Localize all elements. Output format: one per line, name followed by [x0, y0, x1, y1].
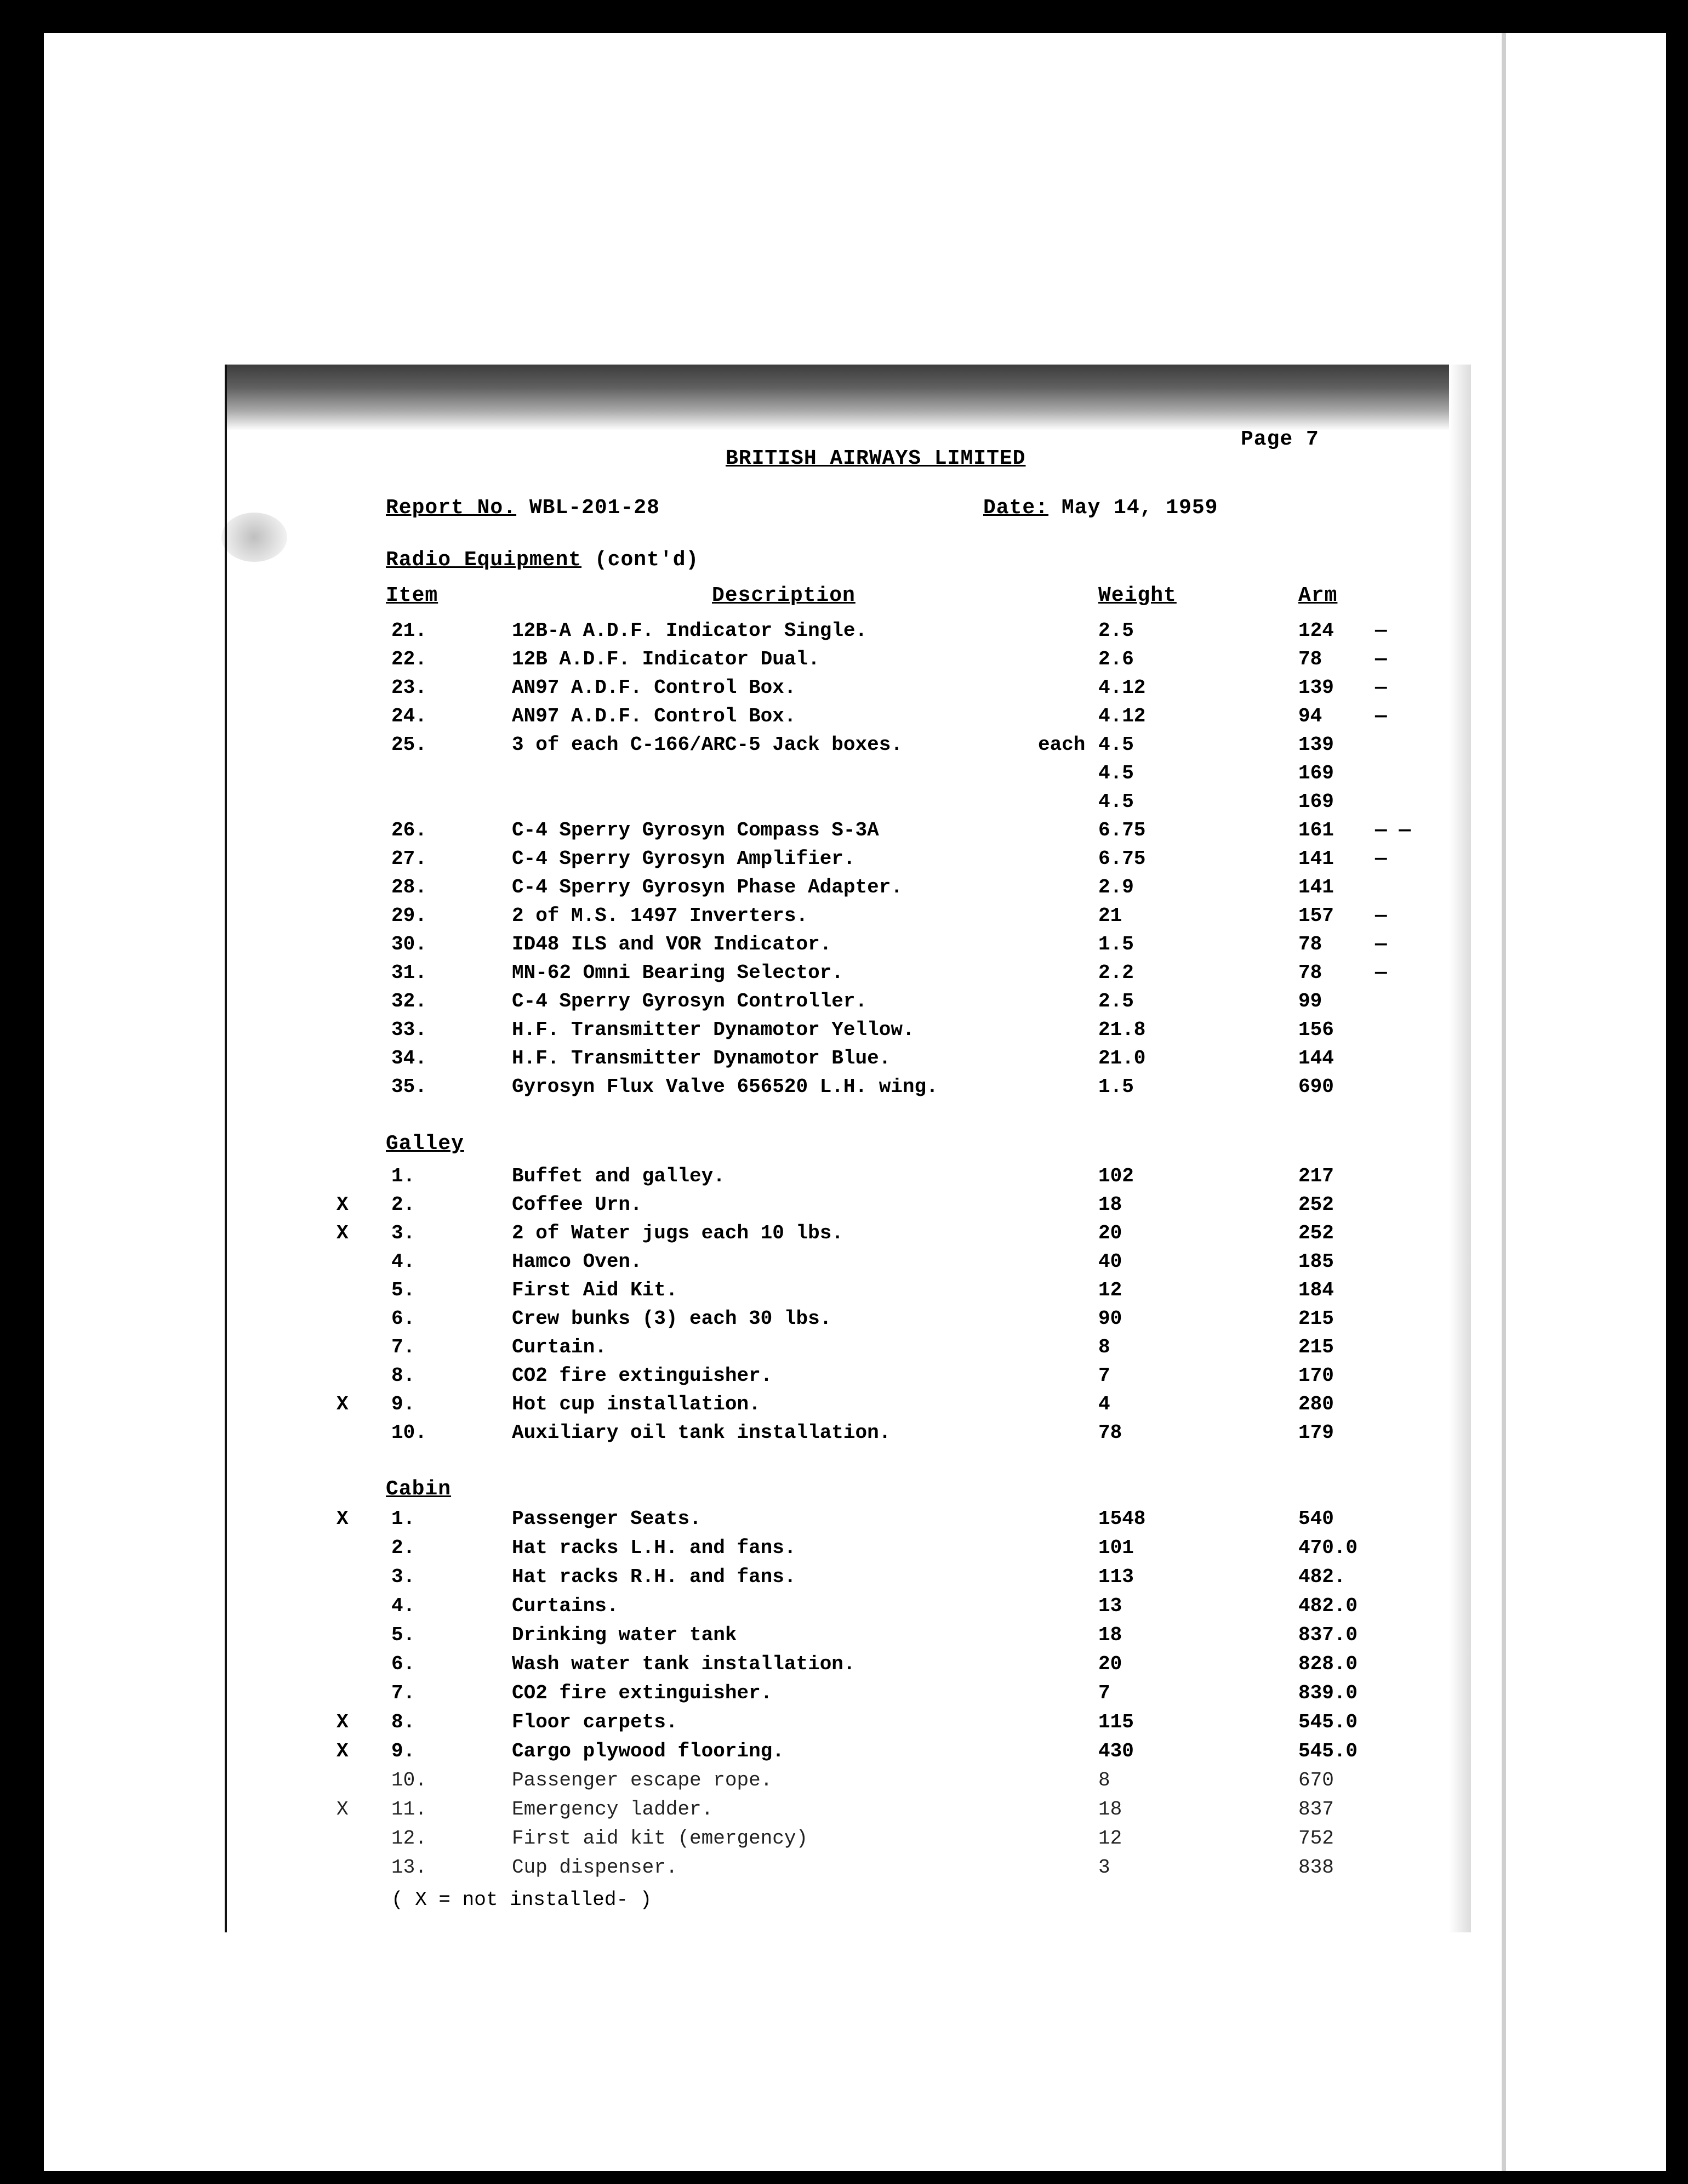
table-row: [227, 1856, 1471, 1885]
item-description: CO2 fire extinguisher.: [512, 1682, 773, 1704]
item-description: 12B-A A.D.F. Indicator Single.: [512, 619, 868, 642]
item-number: 33.: [391, 1019, 427, 1041]
item-arm: 78: [1298, 962, 1322, 984]
item-description: 3 of each C-166/ARC-5 Jack boxes.: [512, 733, 903, 756]
sheet-edge: [1502, 33, 1506, 2171]
item-arm: 752: [1298, 1827, 1334, 1850]
item-weight: 8: [1098, 1336, 1110, 1358]
table-row: [227, 1250, 1471, 1279]
item-description: H.F. Transmitter Dynamotor Blue.: [512, 1047, 891, 1070]
item-weight: 102: [1098, 1165, 1134, 1187]
item-number: 11.: [391, 1798, 427, 1821]
table-row: [227, 676, 1471, 705]
item-arm: 545.0: [1298, 1711, 1358, 1733]
item-number: 6.: [391, 1307, 415, 1330]
item-number: 24.: [391, 705, 427, 727]
item-weight: 12: [1098, 1827, 1122, 1850]
item-description: Emergency ladder.: [512, 1798, 714, 1821]
section-title: Radio Equipment: [386, 548, 582, 572]
item-weight: 2.6: [1098, 648, 1134, 670]
item-weight: 430: [1098, 1740, 1134, 1762]
item-number: 8.: [391, 1711, 415, 1733]
item-description: Cargo plywood flooring.: [512, 1740, 784, 1762]
item-number: 4.: [391, 1250, 415, 1273]
table-row: [227, 1769, 1471, 1798]
item-number: 3.: [391, 1222, 415, 1244]
item-description: C-4 Sperry Gyrosyn Amplifier.: [512, 848, 856, 870]
item-description: Cup dispenser.: [512, 1856, 678, 1879]
item-description: First aid kit (emergency): [512, 1827, 808, 1850]
col-header-arm: Arm: [1298, 584, 1338, 607]
item-weight: 2.2: [1098, 962, 1134, 984]
table-row: [227, 1165, 1471, 1193]
item-arm: 482.0: [1298, 1595, 1358, 1617]
report-label: Report No.: [386, 496, 517, 520]
item-weight: 101: [1098, 1537, 1134, 1559]
item-arm: 139: [1298, 733, 1334, 756]
item-number: 4.: [391, 1595, 415, 1617]
item-number: 12.: [391, 1827, 427, 1850]
item-number: 2.: [391, 1193, 415, 1216]
item-weight: 3: [1098, 1856, 1110, 1879]
item-arm: 179: [1298, 1421, 1334, 1444]
table-row: [227, 1827, 1471, 1856]
item-arm: 839.0: [1298, 1682, 1358, 1704]
item-description: Passenger escape rope.: [512, 1769, 773, 1791]
item-arm: 124: [1298, 619, 1334, 642]
ring-smudge: [221, 513, 287, 562]
item-description: Curtains.: [512, 1595, 619, 1617]
table-row: [227, 990, 1471, 1019]
item-weight: 4.12: [1098, 705, 1146, 727]
item-number: 35.: [391, 1076, 427, 1098]
table-row: [227, 648, 1471, 676]
item-arm: 156: [1298, 1019, 1334, 1041]
table-row: [227, 1019, 1471, 1047]
item-arm: 540: [1298, 1508, 1334, 1530]
item-arm: 161: [1298, 819, 1334, 841]
item-description: C-4 Sperry Gyrosyn Compass S-3A: [512, 819, 879, 841]
item-number: 5.: [391, 1279, 415, 1301]
report-date: May 14, 1959: [1061, 496, 1218, 520]
item-number: 6.: [391, 1653, 415, 1675]
not-installed-mark: X: [337, 1508, 349, 1530]
item-description: Crew bunks (3) each 30 lbs.: [512, 1307, 832, 1330]
item-weight: 21.0: [1098, 1047, 1146, 1070]
item-weight: 7: [1098, 1682, 1110, 1704]
item-number: 26.: [391, 819, 427, 841]
item-weight: 113: [1098, 1566, 1134, 1588]
table-row: [227, 1508, 1471, 1536]
item-arm: 482.: [1298, 1566, 1346, 1588]
item-arm: 470.0: [1298, 1537, 1358, 1559]
table-row: [227, 962, 1471, 990]
item-weight: 4: [1098, 1393, 1110, 1415]
table-row: [227, 1047, 1471, 1076]
item-weight: 4.5: [1098, 733, 1134, 756]
item-weight: 4.5: [1098, 762, 1134, 784]
section-title: Cabin: [386, 1477, 452, 1501]
item-arm: 141: [1298, 876, 1334, 898]
item-weight: 7: [1098, 1364, 1110, 1387]
margin-tick-mark: —: [1375, 848, 1387, 870]
item-number: 7.: [391, 1336, 415, 1358]
item-number: 2.: [391, 1537, 415, 1559]
item-arm: 252: [1298, 1222, 1334, 1244]
item-arm: 690: [1298, 1076, 1334, 1098]
item-weight: 18: [1098, 1624, 1122, 1646]
table-row: [227, 705, 1471, 733]
item-weight: 4.5: [1098, 790, 1134, 813]
table-row: [227, 1222, 1471, 1250]
not-installed-mark: X: [337, 1222, 349, 1244]
table-row: [227, 790, 1471, 819]
table-row: [227, 1279, 1471, 1307]
item-weight: 20: [1098, 1222, 1122, 1244]
item-weight: 1.5: [1098, 933, 1134, 956]
table-row: [227, 1421, 1471, 1450]
item-number: 34.: [391, 1047, 427, 1070]
item-number: 30.: [391, 933, 427, 956]
item-arm: 94: [1298, 705, 1322, 727]
item-weight: 8: [1098, 1769, 1110, 1791]
item-number: 31.: [391, 962, 427, 984]
table-row: [227, 905, 1471, 933]
not-installed-mark: X: [337, 1798, 349, 1821]
table-row: [227, 762, 1471, 790]
table-row: [227, 1711, 1471, 1739]
date-label: Date:: [983, 496, 1049, 520]
item-description: 2 of Water jugs each 10 lbs.: [512, 1222, 843, 1244]
margin-tick-mark: —: [1375, 676, 1387, 699]
each-note: each: [1038, 733, 1086, 756]
table-row: [227, 876, 1471, 905]
not-installed-mark: X: [337, 1711, 349, 1733]
item-arm: 169: [1298, 790, 1334, 813]
item-arm: 139: [1298, 676, 1334, 699]
item-weight: 1.5: [1098, 1076, 1134, 1098]
item-number: 13.: [391, 1856, 427, 1879]
item-description: First Aid Kit.: [512, 1279, 678, 1301]
item-weight: 78: [1098, 1421, 1122, 1444]
item-description: 12B A.D.F. Indicator Dual.: [512, 648, 820, 670]
item-description: ID48 ILS and VOR Indicator.: [512, 933, 832, 956]
item-arm: 280: [1298, 1393, 1334, 1415]
item-weight: 21.8: [1098, 1019, 1146, 1041]
not-installed-mark: X: [337, 1193, 349, 1216]
item-description: CO2 fire extinguisher.: [512, 1364, 773, 1387]
item-description: C-4 Sperry Gyrosyn Phase Adapter.: [512, 876, 903, 898]
item-arm: 837.0: [1298, 1624, 1358, 1646]
item-weight: 6.75: [1098, 848, 1146, 870]
table-row: [227, 1336, 1471, 1364]
item-description: Coffee Urn.: [512, 1193, 642, 1216]
item-arm: 169: [1298, 762, 1334, 784]
item-number: 10.: [391, 1421, 427, 1444]
item-weight: 4.12: [1098, 676, 1146, 699]
table-row: [227, 733, 1471, 762]
not-installed-mark: X: [337, 1393, 349, 1415]
item-arm: 828.0: [1298, 1653, 1358, 1675]
section-title-suffix: (cont'd): [594, 548, 699, 572]
item-arm: 838: [1298, 1856, 1334, 1879]
page-number: Page 7: [1241, 428, 1319, 451]
item-number: 23.: [391, 676, 427, 699]
company-title: BRITISH AIRWAYS LIMITED: [726, 447, 1026, 470]
item-arm: 217: [1298, 1165, 1334, 1187]
table-row: [227, 848, 1471, 876]
item-arm: 252: [1298, 1193, 1334, 1216]
table-row: [227, 1798, 1471, 1827]
item-arm: 144: [1298, 1047, 1334, 1070]
item-description: Hot cup installation.: [512, 1393, 761, 1415]
table-row: [227, 1364, 1471, 1393]
item-weight: 13: [1098, 1595, 1122, 1617]
table-row: [227, 1740, 1471, 1768]
scan-shadow: [227, 365, 1471, 430]
item-description: AN97 A.D.F. Control Box.: [512, 705, 796, 727]
item-number: 29.: [391, 905, 427, 927]
item-description: Hamco Oven.: [512, 1250, 642, 1273]
table-row: [227, 619, 1471, 648]
item-weight: 1548: [1098, 1508, 1146, 1530]
item-number: 8.: [391, 1364, 415, 1387]
item-number: 32.: [391, 990, 427, 1013]
table-row: [227, 1624, 1471, 1652]
item-number: 9.: [391, 1740, 415, 1762]
item-number: 3.: [391, 1566, 415, 1588]
item-arm: 670: [1298, 1769, 1334, 1791]
item-arm: 141: [1298, 848, 1334, 870]
col-header-weight: Weight: [1098, 584, 1177, 607]
item-description: Auxiliary oil tank installation.: [512, 1421, 891, 1444]
item-weight: 115: [1098, 1711, 1134, 1733]
item-number: 9.: [391, 1393, 415, 1415]
report-number: WBL-201-28: [529, 496, 660, 520]
col-header-description: Description: [712, 584, 856, 607]
table-row: [227, 819, 1471, 848]
item-description: 2 of M.S. 1497 Inverters.: [512, 905, 808, 927]
item-number: 22.: [391, 648, 427, 670]
item-description: H.F. Transmitter Dynamotor Yellow.: [512, 1019, 915, 1041]
item-weight: 2.9: [1098, 876, 1134, 898]
item-arm: 78: [1298, 933, 1322, 956]
document-page: [225, 365, 1471, 1932]
item-number: 10.: [391, 1769, 427, 1791]
item-description: Wash water tank installation.: [512, 1653, 856, 1675]
item-description: Drinking water tank: [512, 1624, 737, 1646]
item-weight: 2.5: [1098, 619, 1134, 642]
item-arm: 78: [1298, 648, 1322, 670]
item-description: AN97 A.D.F. Control Box.: [512, 676, 796, 699]
item-number: 1.: [391, 1165, 415, 1187]
item-arm: 170: [1298, 1364, 1334, 1387]
table-row: [227, 1537, 1471, 1565]
item-description: MN-62 Omni Bearing Selector.: [512, 962, 843, 984]
table-row: [227, 1595, 1471, 1623]
item-number: 7.: [391, 1682, 415, 1704]
item-description: Gyrosyn Flux Valve 656520 L.H. wing.: [512, 1076, 938, 1098]
table-row: [227, 1682, 1471, 1710]
item-number: 1.: [391, 1508, 415, 1530]
item-number: 28.: [391, 876, 427, 898]
col-header-item: Item: [386, 584, 438, 607]
table-row: [227, 1393, 1471, 1421]
margin-tick-mark: —: [1375, 933, 1387, 956]
margin-tick-mark: —: [1375, 705, 1387, 727]
margin-tick-mark: —: [1375, 619, 1387, 642]
item-weight: 40: [1098, 1250, 1122, 1273]
item-number: 25.: [391, 733, 427, 756]
item-number: 21.: [391, 619, 427, 642]
item-description: Buffet and galley.: [512, 1165, 725, 1187]
item-arm: 185: [1298, 1250, 1334, 1273]
item-description: Curtain.: [512, 1336, 607, 1358]
table-row: [227, 1076, 1471, 1104]
item-weight: 2.5: [1098, 990, 1134, 1013]
item-number: 27.: [391, 848, 427, 870]
item-description: Passenger Seats.: [512, 1508, 702, 1530]
margin-tick-mark: — —: [1375, 819, 1411, 841]
margin-tick-mark: —: [1375, 962, 1387, 984]
section-title: Galley: [386, 1132, 464, 1156]
item-description: Floor carpets.: [512, 1711, 678, 1733]
item-weight: 90: [1098, 1307, 1122, 1330]
item-weight: 18: [1098, 1798, 1122, 1821]
table-row: [227, 1193, 1471, 1222]
table-row: [227, 1566, 1471, 1594]
item-number: 5.: [391, 1624, 415, 1646]
item-arm: 157: [1298, 905, 1334, 927]
item-arm: 545.0: [1298, 1740, 1358, 1762]
item-weight: 6.75: [1098, 819, 1146, 841]
margin-tick-mark: —: [1375, 905, 1387, 927]
item-arm: 837: [1298, 1798, 1334, 1821]
item-arm: 215: [1298, 1307, 1334, 1330]
table-row: [227, 1653, 1471, 1681]
footnote: ( X = not installed- ): [391, 1889, 652, 1911]
not-installed-mark: X: [337, 1740, 349, 1762]
item-weight: 12: [1098, 1279, 1122, 1301]
item-weight: 18: [1098, 1193, 1122, 1216]
item-arm: 184: [1298, 1279, 1334, 1301]
item-arm: 215: [1298, 1336, 1334, 1358]
item-arm: 99: [1298, 990, 1322, 1013]
item-weight: 20: [1098, 1653, 1122, 1675]
item-description: Hat racks L.H. and fans.: [512, 1537, 796, 1559]
table-row: [227, 1307, 1471, 1336]
item-weight: 21: [1098, 905, 1122, 927]
item-description: Hat racks R.H. and fans.: [512, 1566, 796, 1588]
item-description: C-4 Sperry Gyrosyn Controller.: [512, 990, 868, 1013]
table-row: [227, 933, 1471, 962]
margin-tick-mark: —: [1375, 648, 1387, 670]
